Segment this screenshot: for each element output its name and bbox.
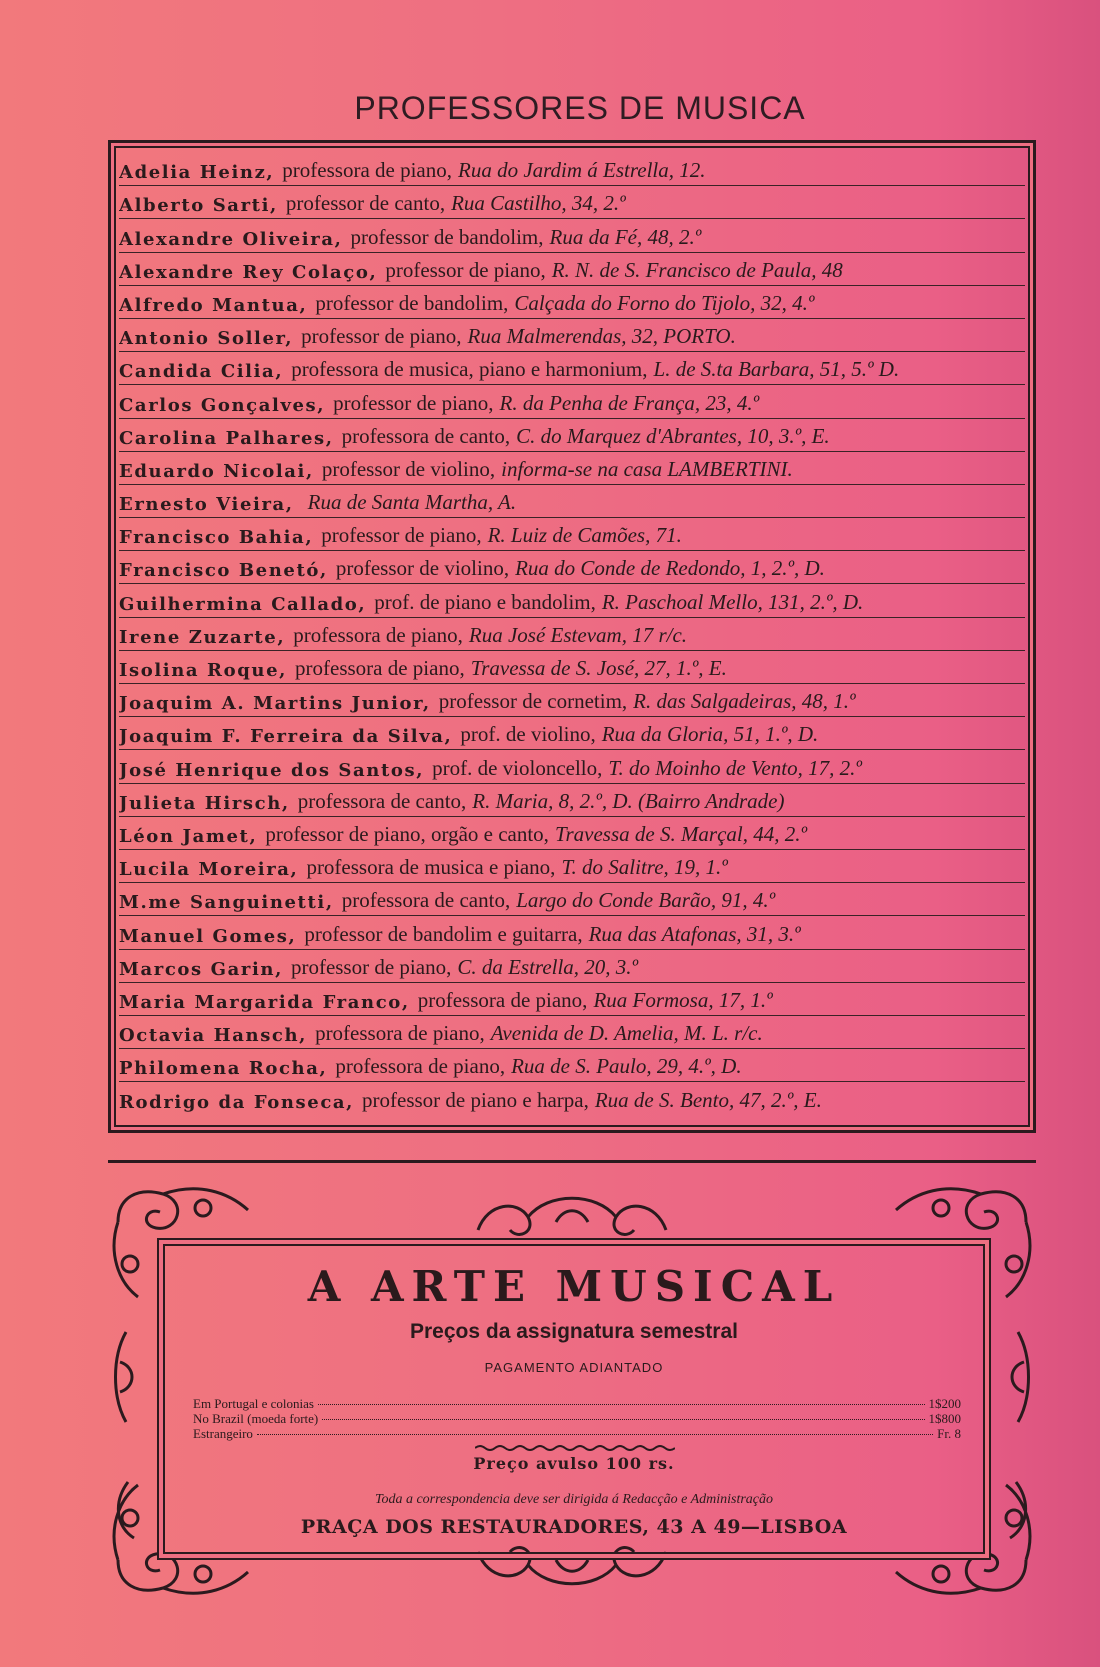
teacher-role: professora de canto, — [341, 888, 511, 913]
teacher-address: Rua José Estevam, 17 r/c. — [468, 622, 688, 647]
teacher-address: T. do Salitre, 19, 1.º — [561, 855, 728, 880]
teacher-address: R. da Penha de França, 23, 4.º — [499, 390, 760, 415]
teacher-address: Travessa de S. Marçal, 44, 2.º — [554, 821, 808, 846]
teacher-row — [119, 286, 1025, 319]
price-value: 1$200 — [928, 1396, 961, 1411]
price-list — [193, 1396, 961, 1441]
teacher-row — [119, 1016, 1025, 1049]
teacher-address: Avenida de D. Amelia, M. L. r/c. — [490, 1021, 763, 1046]
teacher-name: Alberto Sarti, — [119, 195, 278, 217]
teacher-role: professor de piano, orgão e canto, — [265, 821, 549, 846]
teacher-name: Ernesto Vieira, — [119, 494, 294, 516]
teacher-name: Manuel Gomes, — [119, 925, 297, 947]
teacher-name: M.me Sanguinetti, — [119, 892, 334, 914]
leader-dots — [318, 1404, 925, 1405]
teacher-address: C. da Estrella, 20, 3.º — [457, 954, 639, 979]
price-label: Em Portugal e colonias — [193, 1396, 314, 1411]
teacher-name: Carolina Palhares, — [119, 427, 334, 449]
teacher-row — [119, 551, 1025, 584]
teacher-row — [119, 352, 1025, 385]
teacher-name: Maria Margarida Franco, — [119, 991, 410, 1013]
teacher-address: Rua da Fé, 48, 2.º — [549, 224, 702, 249]
teacher-role: professor de piano, — [321, 523, 482, 548]
teacher-name: Alfredo Mantua, — [119, 294, 308, 316]
teacher-row — [119, 750, 1025, 783]
teacher-row — [119, 186, 1025, 219]
teacher-name: Alexandre Oliveira, — [119, 228, 343, 250]
price-row — [193, 1426, 961, 1441]
teacher-address: Rua de S. Bento, 47, 2.º, E. — [594, 1088, 822, 1113]
teacher-name: Antonio Soller, — [119, 328, 294, 350]
teacher-name: Alexandre Rey Colaço, — [119, 261, 378, 283]
section-divider — [108, 1160, 1036, 1163]
price-value: 1$800 — [928, 1411, 961, 1426]
teacher-row — [119, 817, 1025, 850]
price-panel — [163, 1244, 985, 1554]
teacher-row — [119, 419, 1025, 452]
teacher-row — [119, 883, 1025, 916]
teacher-name: Lucila Moreira, — [119, 859, 299, 881]
teacher-address: Rua do Jardim á Estrella, 12. — [458, 158, 706, 183]
teacher-role: professor de cornetim, — [438, 689, 628, 714]
teacher-address: Travessa de S. José, 27, 1.º, E. — [470, 656, 727, 680]
teacher-row — [119, 916, 1025, 949]
teacher-address: Largo do Conde Barão, 91, 4.º — [516, 888, 776, 913]
price-value: Fr. 8 — [937, 1426, 961, 1441]
teacher-address: R. N. de S. Francisco de Paula, 48 — [551, 257, 843, 282]
teacher-address: T. do Moinho de Vento, 17, 2.º — [608, 755, 862, 780]
teacher-role: professor de bandolim e guitarra, — [304, 921, 583, 946]
teacher-role: professor de piano, — [385, 257, 546, 282]
teacher-role: professora de musica, piano e harmonium, — [291, 357, 648, 382]
teacher-row — [119, 684, 1025, 717]
teacher-name: Joaquim F. Ferreira da Silva, — [119, 726, 453, 748]
subscription-advert — [108, 1182, 1036, 1600]
advert-subtitle: Preços da assignatura semestral — [409, 1320, 738, 1343]
office-address: PRAÇA DOS RESTAURADORES, 43 A 49—LISBOA — [300, 1516, 848, 1538]
teacher-address: Rua das Atafonas, 31, 3.º — [588, 921, 801, 946]
teacher-role: prof. de violoncello, — [432, 755, 603, 780]
teacher-row — [119, 983, 1025, 1016]
teacher-role: professora de canto, — [341, 423, 511, 448]
teacher-name: Joaquim A. Martins Junior, — [119, 693, 431, 715]
leader-dots — [257, 1434, 933, 1435]
teacher-role: professor de piano, — [290, 954, 452, 979]
teacher-role: professora de musica e piano, — [306, 855, 556, 880]
teacher-name: Francisco Bahia, — [119, 527, 314, 549]
teacher-role: professor de piano e harpa, — [362, 1088, 589, 1113]
teacher-address: Rua Formosa, 17, 1.º — [593, 987, 773, 1012]
teacher-address: R. Maria, 8, 2.º, D. (Bairro Andrade) — [472, 788, 785, 813]
teacher-name: Rodrigo da Fonseca, — [119, 1092, 355, 1114]
teacher-address: C. do Marquez d'Abrantes, 10, 3.º, E. — [516, 423, 830, 448]
teacher-row — [119, 485, 1025, 518]
teacher-row — [119, 253, 1025, 286]
teacher-address: Rua de S. Paulo, 29, 4.º, D. — [511, 1054, 742, 1079]
teacher-address: informa-se na casa LAMBERTINI. — [501, 456, 793, 481]
advert-title: A ARTE MUSICAL — [307, 1262, 841, 1311]
teacher-role: professora de piano, — [315, 1021, 485, 1046]
teacher-row — [119, 784, 1025, 817]
teacher-role: professor de piano, — [333, 390, 494, 415]
teacher-row — [119, 452, 1025, 485]
price-row — [193, 1396, 961, 1411]
teacher-name: Philomena Rocha, — [119, 1058, 328, 1080]
wave-ornament-icon — [475, 1444, 675, 1452]
leader-dots — [322, 1419, 924, 1420]
teacher-row — [119, 618, 1025, 651]
teacher-name: Isolina Roque, — [119, 660, 288, 681]
teacher-role: professor de bandolim, — [350, 224, 544, 249]
price-row — [193, 1411, 961, 1426]
directory-rows — [119, 153, 1025, 1115]
teacher-address: Rua da Gloria, 51, 1.º, D. — [601, 722, 819, 747]
teacher-row — [119, 1049, 1025, 1082]
teacher-role: professora de piano, — [295, 656, 465, 680]
correspondence-note: Toda a correspondencia deve ser dirigida á Redacção e Administração — [374, 1492, 774, 1507]
teacher-row — [119, 1082, 1025, 1115]
teacher-role: professora de piano, — [335, 1054, 506, 1079]
teacher-address: Rua Malmerendas, 32, PORTO. — [467, 324, 736, 349]
teacher-name: Irene Zuzarte, — [119, 626, 286, 648]
teacher-role: prof. de violino, — [460, 722, 596, 747]
teacher-row — [119, 717, 1025, 750]
teacher-address: Rua do Conde de Redondo, 1, 2.º, D. — [515, 556, 825, 581]
teacher-row — [119, 153, 1025, 186]
page-heading: PROFESSORES DE MUSICA — [354, 90, 806, 126]
teacher-name: Guilhermina Callado, — [119, 593, 367, 615]
teacher-name: Léon Jamet, — [119, 825, 258, 847]
price-label: Estrangeiro — [193, 1426, 253, 1441]
teacher-role: professor de violino, — [321, 456, 496, 481]
teacher-name: Marcos Garin, — [119, 958, 283, 980]
teacher-row — [119, 651, 1025, 684]
teacher-row — [119, 850, 1025, 883]
teacher-address: Rua de Santa Martha, A. — [307, 490, 517, 515]
teacher-row — [119, 950, 1025, 983]
teacher-name: Eduardo Nicolai, — [119, 460, 314, 482]
teacher-role: prof. de piano e bandolim, — [374, 589, 596, 614]
teacher-address: Rua Castilho, 34, 2.º — [451, 191, 626, 216]
teacher-name: Candida Cilia, — [119, 361, 284, 383]
teacher-name: Carlos Gonçalves, — [119, 394, 326, 416]
teacher-row — [119, 219, 1025, 252]
teacher-row — [119, 584, 1025, 617]
teacher-address: R. Luiz de Camões, 71. — [487, 523, 682, 548]
teacher-address: L. de S.ta Barbara, 51, 5.º D. — [653, 357, 900, 382]
teacher-role: professora de canto, — [297, 788, 467, 813]
teacher-role: professor de violino, — [335, 556, 510, 581]
teacher-role: professor de bandolim, — [315, 290, 509, 315]
teacher-name: Francisco Benetó, — [119, 560, 328, 582]
teacher-role: professora de piano, — [282, 158, 452, 183]
teacher-directory — [108, 140, 1036, 1133]
teacher-name: Adelia Heinz, — [119, 162, 275, 184]
teacher-address: Calçada do Forno do Tijolo, 32, 4.º — [514, 290, 815, 315]
payment-note: PAGAMENTO ADIANTADO — [484, 1360, 664, 1375]
teacher-address: R. Paschoal Mello, 131, 2.º, D. — [601, 589, 864, 614]
teacher-role: professora de piano, — [293, 622, 463, 647]
teacher-name: Julieta Hirsch, — [119, 792, 290, 814]
teacher-name: Octavia Hansch, — [119, 1025, 308, 1047]
teacher-name: José Henrique dos Santos, — [119, 759, 425, 781]
teacher-address: R. das Salgadeiras, 48, 1.º — [633, 689, 856, 714]
teacher-row — [119, 385, 1025, 418]
single-issue-price: Preço avulso 100 rs. — [473, 1454, 675, 1473]
price-label: No Brazil (moeda forte) — [193, 1411, 319, 1426]
teacher-role: professor de canto, — [285, 191, 446, 216]
teacher-role: professor de piano, — [301, 324, 462, 349]
teacher-row — [119, 518, 1025, 551]
teacher-row — [119, 319, 1025, 352]
teacher-role: professora de piano, — [417, 987, 588, 1012]
